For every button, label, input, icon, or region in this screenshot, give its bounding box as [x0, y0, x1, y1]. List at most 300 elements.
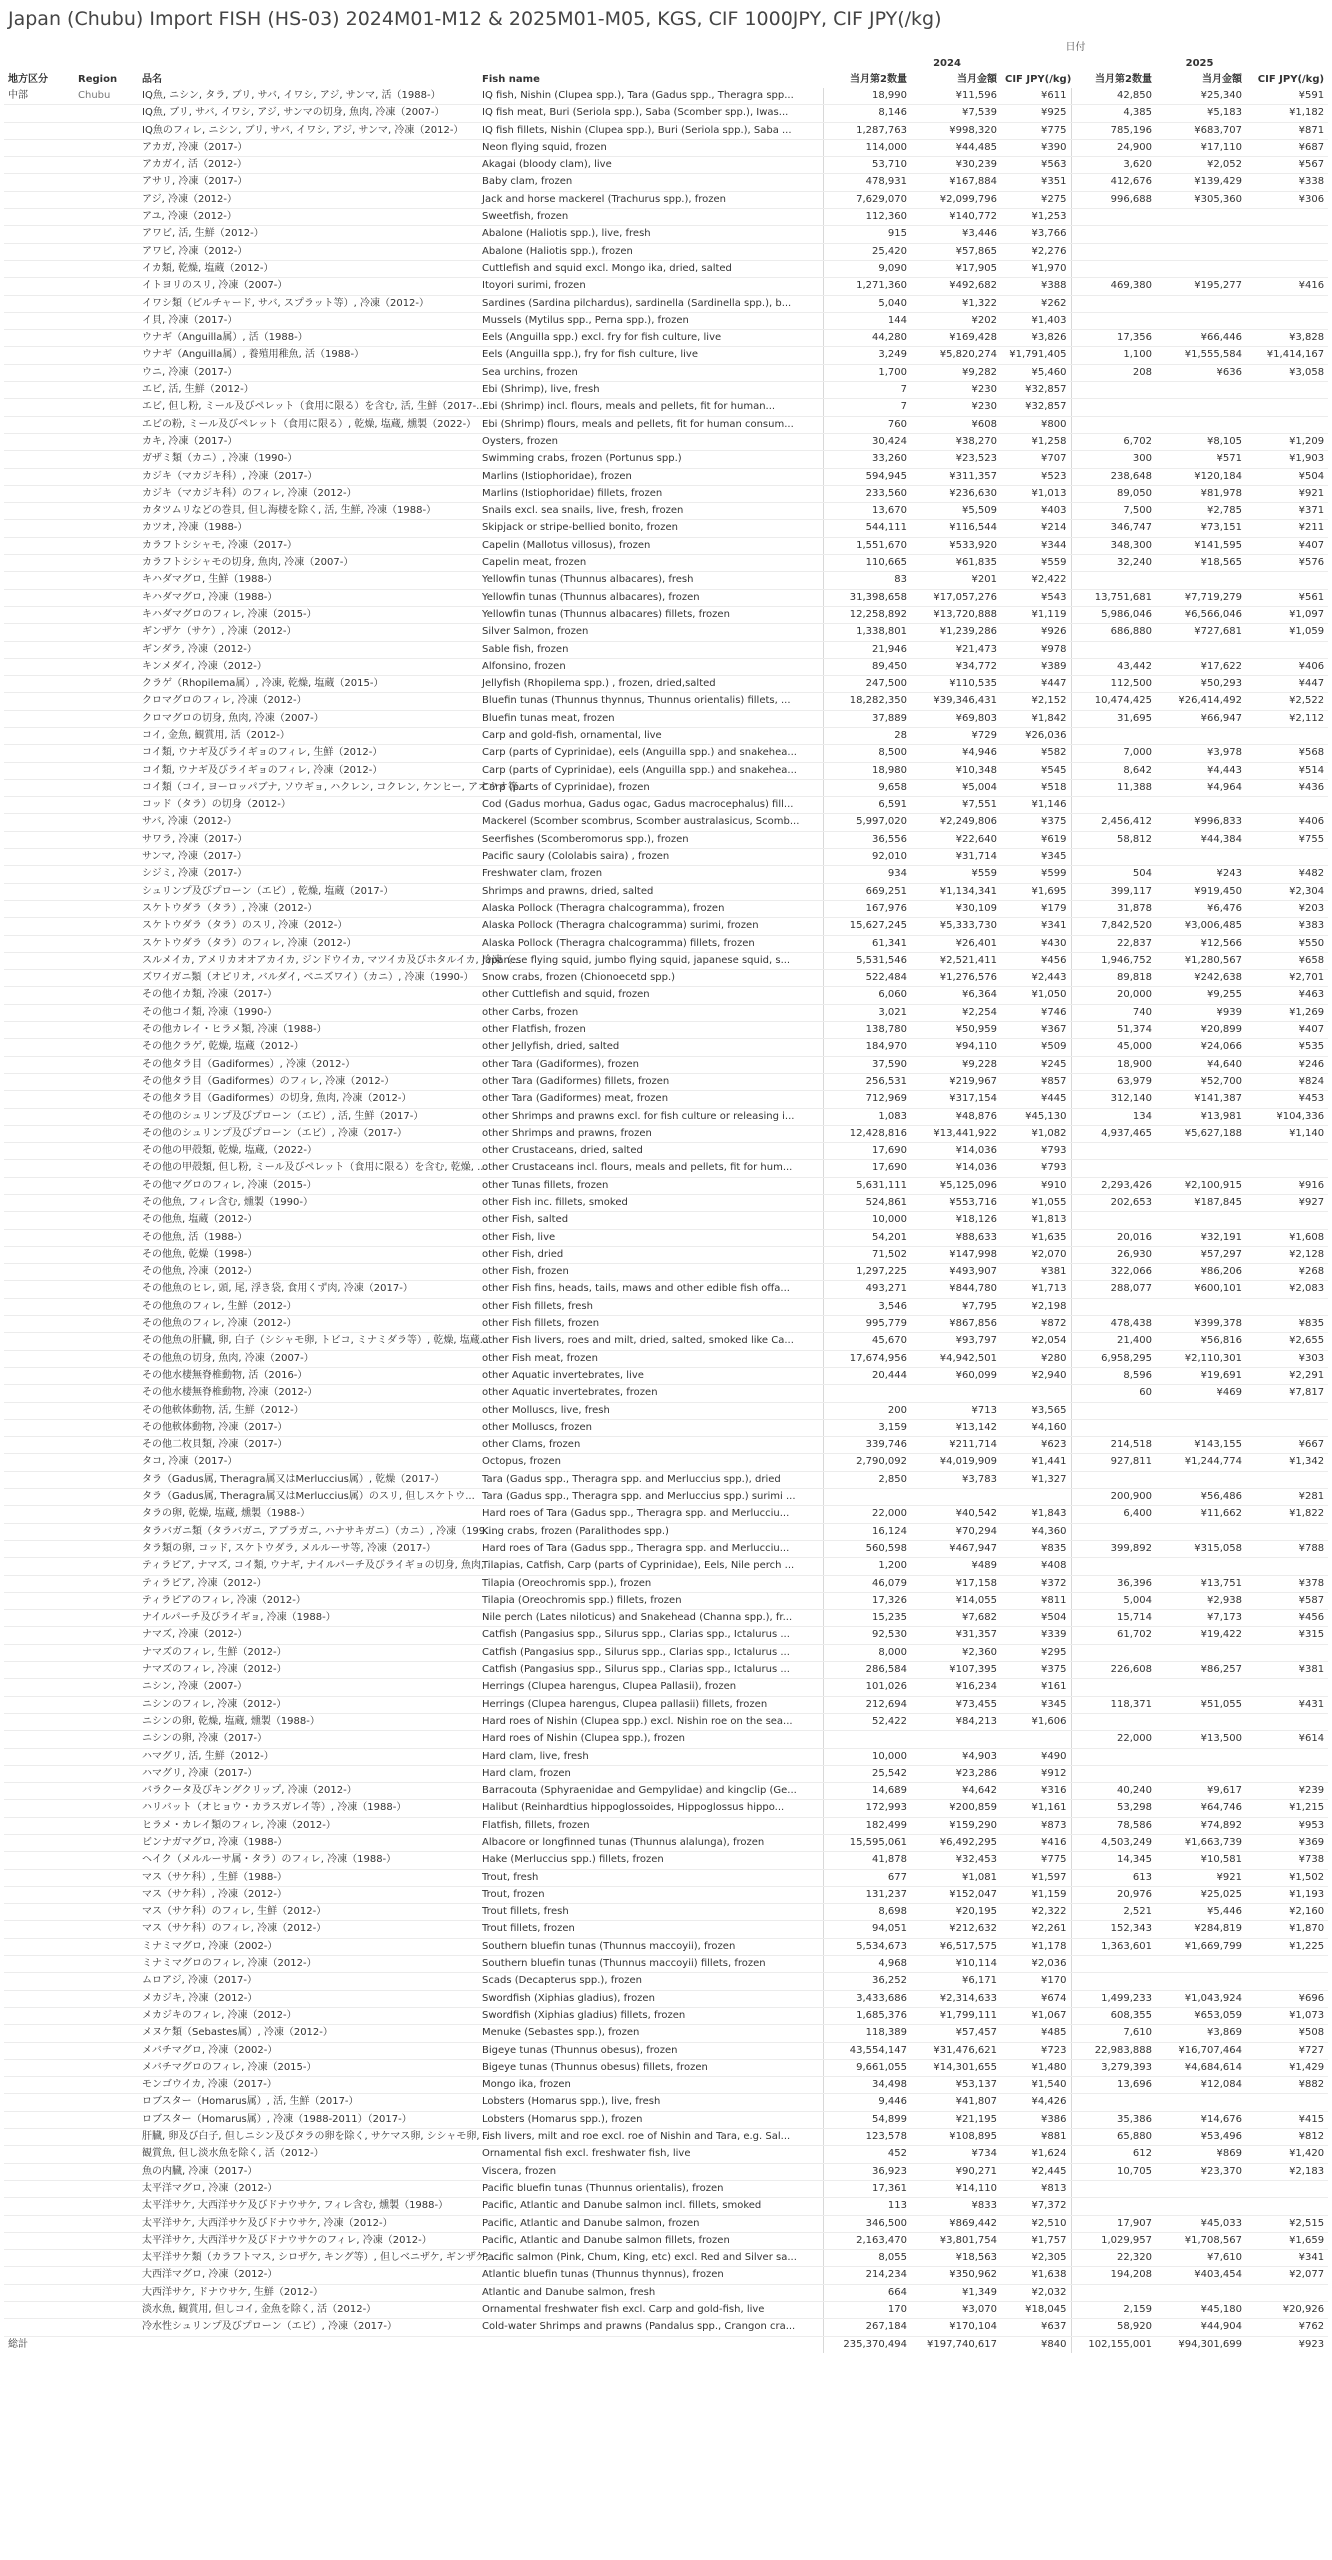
name-jp-cell: ニシン, 冷凍（2007-） — [138, 1679, 478, 1696]
amount-2025-cell: ¥869 — [1156, 2146, 1246, 2163]
amount-2024-cell: ¥2,314,633 — [911, 1990, 1001, 2007]
amount-2024-cell: ¥5,333,730 — [911, 918, 1001, 935]
amount-2025-cell: ¥81,978 — [1156, 485, 1246, 502]
amount-2025-cell: ¥399,378 — [1156, 1316, 1246, 1333]
name-jp-cell: 大西洋マグロ, 冷凍（2012-） — [138, 2267, 478, 2284]
unit-price-2025-cell: ¥2,128 — [1246, 1246, 1328, 1263]
unit-price-2025-cell: ¥2,112 — [1246, 710, 1328, 727]
unit-price-2024-cell — [1001, 1489, 1071, 1506]
amount-2025-cell — [1156, 1956, 1246, 1973]
name-jp-cell: ティラピア, ナマズ, コイ類, ウナギ, ナイルパーチ及びライギョの切身, 魚肉, ... — [138, 1558, 478, 1575]
name-en-cell: Atlantic bluefin tunas (Thunnus thynnus), frozen — [478, 2267, 823, 2284]
amount-2025-cell: ¥5,627,188 — [1156, 1125, 1246, 1142]
unit-price-2024-cell: ¥1,067 — [1001, 2007, 1071, 2024]
amount-2024-cell: ¥1,322 — [911, 295, 1001, 312]
name-jp-cell: その他イカ類, 冷凍（2017-） — [138, 987, 478, 1004]
amount-2024-cell: ¥236,630 — [911, 485, 1001, 502]
col-header-region-en[interactable]: Region — [78, 74, 118, 85]
amount-2025-cell: ¥683,707 — [1156, 122, 1246, 139]
amount-2024-cell: ¥5,004 — [911, 779, 1001, 796]
unit-price-2025-cell — [1246, 1419, 1328, 1436]
region-en-cell — [74, 157, 138, 174]
name-jp-cell: アサリ, 冷凍（2017-） — [138, 174, 478, 191]
name-en-cell: Catfish (Pangasius spp., Silurus spp., Clarias spp., Ictalurus ... — [478, 1644, 823, 1661]
qty-2025-cell — [1071, 260, 1156, 277]
amount-2024-cell: ¥608 — [911, 416, 1001, 433]
unit-price-2025-cell — [1246, 797, 1328, 814]
name-en-cell: other Crustaceans incl. flours, meals and pellets, fit for hum... — [478, 1160, 823, 1177]
table-row — [4, 347, 1328, 364]
qty-2024-cell: 669,251 — [823, 883, 911, 900]
amount-2024-cell: ¥31,357 — [911, 1627, 1001, 1644]
qty-2024-cell: 37,889 — [823, 710, 911, 727]
region-en-cell — [74, 209, 138, 226]
amount-2025-cell: ¥1,663,739 — [1156, 1834, 1246, 1851]
unit-price-2024-cell: ¥179 — [1001, 900, 1071, 917]
name-jp-cell: イカ類, 乾燥, 塩蔵（2012-） — [138, 260, 478, 277]
region-cell — [4, 382, 74, 399]
qty-2025-cell: 134 — [1071, 1108, 1156, 1125]
header-row-columns — [4, 72, 1328, 88]
amount-2024-cell: ¥88,633 — [911, 1229, 1001, 1246]
region-en-cell — [74, 1575, 138, 1592]
name-jp-cell: スケトウダラ（タラ）のフィレ, 冷凍（2012-） — [138, 935, 478, 952]
amount-2025-cell — [1156, 641, 1246, 658]
name-jp-cell: アカガ, 冷凍（2017-） — [138, 139, 478, 156]
name-jp-cell: カラフトシシャモの切身, 魚肉, 冷凍（2007-） — [138, 555, 478, 572]
name-en-cell: other Tara (Gadiformes) meat, frozen — [478, 1091, 823, 1108]
name-jp-cell: ギンダラ, 冷凍（2012-） — [138, 641, 478, 658]
qty-2025-cell: 7,610 — [1071, 2025, 1156, 2042]
amount-2025-cell — [1156, 1748, 1246, 1765]
region-en-cell — [74, 2180, 138, 2197]
amount-2025-cell: ¥12,084 — [1156, 2077, 1246, 2094]
unit-price-2025-cell: ¥567 — [1246, 157, 1328, 174]
qty-2025-cell: 214,518 — [1071, 1437, 1156, 1454]
name-en-cell: Sweetfish, frozen — [478, 209, 823, 226]
amount-2024-cell: ¥350,962 — [911, 2267, 1001, 2284]
name-jp-cell: その他軟体動物, 冷凍（2017-） — [138, 1419, 478, 1436]
region-cell — [4, 537, 74, 554]
qty-2025-cell — [1071, 1212, 1156, 1229]
name-en-cell: Cod (Gadus morhua, Gadus ogac, Gadus macrocephalus) fill... — [478, 797, 823, 814]
amount-2025-cell: ¥2,052 — [1156, 157, 1246, 174]
qty-2025-cell: 2,521 — [1071, 1904, 1156, 1921]
unit-price-2025-cell — [1246, 295, 1328, 312]
region-cell — [4, 2232, 74, 2249]
table-row — [4, 2198, 1328, 2215]
amount-2025-cell: ¥403,454 — [1156, 2267, 1246, 2284]
amount-2025-cell: ¥51,055 — [1156, 1696, 1246, 1713]
qty-2024-cell: 15,627,245 — [823, 918, 911, 935]
region-cell — [4, 710, 74, 727]
unit-price-2024-cell: ¥4,160 — [1001, 1419, 1071, 1436]
name-en-cell: Ornamental fish excl. freshwater fish, live — [478, 2146, 823, 2163]
amount-2025-cell: ¥57,297 — [1156, 1246, 1246, 1263]
qty-2024-cell: 138,780 — [823, 1022, 911, 1039]
qty-2024-cell: 524,861 — [823, 1195, 911, 1212]
unit-price-2025-cell: ¥2,083 — [1246, 1281, 1328, 1298]
qty-2024-cell: 3,021 — [823, 1004, 911, 1021]
qty-2024-cell: 9,658 — [823, 779, 911, 796]
unit-price-2024-cell: ¥445 — [1001, 1091, 1071, 1108]
unit-price-2024-cell: ¥1,055 — [1001, 1195, 1071, 1212]
name-jp-cell: ガザミ類（カニ）, 冷凍（1990-） — [138, 451, 478, 468]
region-en-cell — [74, 2077, 138, 2094]
amount-2025-cell — [1156, 1402, 1246, 1419]
col-header-amt-2025[interactable]: 当月金額 — [1202, 74, 1242, 85]
table-row — [4, 1627, 1328, 1644]
region-en-cell — [74, 1333, 138, 1350]
amount-2025-cell — [1156, 1713, 1246, 1730]
unit-price-2025-cell: ¥3,058 — [1246, 364, 1328, 381]
name-en-cell: Sea urchins, frozen — [478, 364, 823, 381]
region-en-cell — [74, 2302, 138, 2319]
table-row — [4, 1298, 1328, 1315]
name-en-cell: IQ fish, Nishin (Clupea spp.), Tara (Gadus spp., Theragra spp... — [478, 88, 823, 105]
name-jp-cell: スケトウダラ（タラ）のスリ, 冷凍（2012-） — [138, 918, 478, 935]
amount-2024-cell: ¥50,959 — [911, 1022, 1001, 1039]
region-cell — [4, 1627, 74, 1644]
region-cell — [4, 330, 74, 347]
qty-2024-cell: 1,700 — [823, 364, 911, 381]
region-en-cell — [74, 105, 138, 122]
name-jp-cell: バラクータ及びキングクリップ, 冷凍（2012-） — [138, 1783, 478, 1800]
amount-2024-cell: ¥23,286 — [911, 1765, 1001, 1782]
region-en-cell — [74, 2059, 138, 2076]
name-en-cell: Alaska Pollock (Theragra chalcogramma) fillets, frozen — [478, 935, 823, 952]
region-cell — [4, 866, 74, 883]
qty-2024-cell: 10,000 — [823, 1212, 911, 1229]
name-jp-cell: その他水棲無脊椎動物, 冷凍（2012-） — [138, 1385, 478, 1402]
qty-2025-cell: 60 — [1071, 1385, 1156, 1402]
region-en-cell: Chubu — [74, 88, 138, 105]
unit-price-2024-cell: ¥3,766 — [1001, 226, 1071, 243]
unit-price-2024-cell: ¥3,565 — [1001, 1402, 1071, 1419]
amount-2025-cell — [1156, 1679, 1246, 1696]
amount-2025-cell: ¥4,443 — [1156, 762, 1246, 779]
name-en-cell: Barracouta (Sphyraenidae and Gempylidae) and kingclip (Ge... — [478, 1783, 823, 1800]
qty-2025-cell: 35,386 — [1071, 2111, 1156, 2128]
qty-2025-cell: 5,004 — [1071, 1592, 1156, 1609]
amount-2024-cell: ¥14,036 — [911, 1143, 1001, 1160]
amount-2025-cell: ¥86,257 — [1156, 1662, 1246, 1679]
name-en-cell: Alaska Pollock (Theragra chalcogramma) surimi, frozen — [478, 918, 823, 935]
amount-2025-cell: ¥16,707,464 — [1156, 2042, 1246, 2059]
unit-price-2025-cell: ¥667 — [1246, 1437, 1328, 1454]
region-cell — [4, 468, 74, 485]
table-row — [4, 797, 1328, 814]
unit-price-2024-cell: ¥375 — [1001, 1662, 1071, 1679]
name-en-cell: Bigeye tunas (Thunnus obesus) fillets, frozen — [478, 2059, 823, 2076]
unit-price-2025-cell: ¥20,926 — [1246, 2302, 1328, 2319]
region-cell — [4, 2146, 74, 2163]
qty-2024-cell: 233,560 — [823, 485, 911, 502]
name-en-cell: Mackerel (Scomber scombrus, Scomber australasicus, Scomb... — [478, 814, 823, 831]
qty-2024-cell: 212,694 — [823, 1696, 911, 1713]
name-jp-cell: ギンザケ（サケ）, 冷凍（2012-） — [138, 624, 478, 641]
region-cell — [4, 1731, 74, 1748]
unit-price-2025-cell: ¥2,291 — [1246, 1367, 1328, 1384]
amount-2024-cell: ¥201 — [911, 572, 1001, 589]
name-en-cell: Capelin (Mallotus villosus), frozen — [478, 537, 823, 554]
amount-2024-cell: ¥17,057,276 — [911, 589, 1001, 606]
name-jp-cell: その他の甲殻類, 乾燥, 塩蔵,（2022-） — [138, 1143, 478, 1160]
name-en-cell: other Fish inc. fillets, smoked — [478, 1195, 823, 1212]
col-header-unit-2024[interactable]: CIF JPY(/kg) — [1005, 74, 1072, 85]
name-jp-cell: タコ, 冷凍（2017-） — [138, 1454, 478, 1471]
unit-price-2024-cell: ¥1,441 — [1001, 1454, 1071, 1471]
qty-2024-cell: 712,969 — [823, 1091, 911, 1108]
name-en-cell: Halibut (Reinhardtius hippoglossoides, Hippoglossus hippo... — [478, 1800, 823, 1817]
region-cell — [4, 658, 74, 675]
unit-price-2024-cell: ¥1,258 — [1001, 433, 1071, 450]
qty-2025-cell: 51,374 — [1071, 1022, 1156, 1039]
table-row — [4, 814, 1328, 831]
region-en-cell — [74, 1177, 138, 1194]
unit-price-2024-cell: ¥2,510 — [1001, 2215, 1071, 2232]
name-en-cell: other Tunas fillets, frozen — [478, 1177, 823, 1194]
table-row — [4, 849, 1328, 866]
qty-2025-cell: 20,000 — [1071, 987, 1156, 1004]
region-cell — [4, 1956, 74, 1973]
table-row — [4, 1506, 1328, 1523]
unit-price-2024-cell: ¥4,360 — [1001, 1523, 1071, 1540]
name-en-cell: Swordfish (Xiphias gladius) fillets, frozen — [478, 2007, 823, 2024]
name-en-cell: Catfish (Pangasius spp., Silurus spp., Clarias spp., Ictalurus ... — [478, 1662, 823, 1679]
unit-price-2024-cell: ¥775 — [1001, 122, 1071, 139]
col-header-qty-2025[interactable]: 当月第2数量 — [1095, 74, 1152, 85]
region-en-cell — [74, 1367, 138, 1384]
region-cell — [4, 676, 74, 693]
amount-2024-cell: ¥1,276,576 — [911, 970, 1001, 987]
unit-price-2025-cell: ¥431 — [1246, 1696, 1328, 1713]
amount-2024-cell: ¥219,967 — [911, 1073, 1001, 1090]
qty-2024-cell: 6,591 — [823, 797, 911, 814]
table-row — [4, 1385, 1328, 1402]
amount-2025-cell — [1156, 1298, 1246, 1315]
unit-price-2024-cell: ¥1,082 — [1001, 1125, 1071, 1142]
region-cell — [4, 1679, 74, 1696]
unit-price-2025-cell — [1246, 399, 1328, 416]
region-cell — [4, 589, 74, 606]
qty-2025-cell: 686,880 — [1071, 624, 1156, 641]
region-cell — [4, 1022, 74, 1039]
name-en-cell: Hard roes of Nishin (Clupea spp.) excl. Nishin roe on the sea... — [478, 1713, 823, 1730]
amount-2025-cell: ¥13,751 — [1156, 1575, 1246, 1592]
qty-2025-cell: 18,900 — [1071, 1056, 1156, 1073]
region-en-cell — [74, 2025, 138, 2042]
amount-2025-cell: ¥12,566 — [1156, 935, 1246, 952]
unit-price-2024-cell: ¥389 — [1001, 658, 1071, 675]
region-en-cell — [74, 831, 138, 848]
col-header-region[interactable]: 地方区分 — [8, 74, 48, 85]
region-cell — [4, 900, 74, 917]
qty-2024-cell: 4,968 — [823, 1956, 911, 1973]
qty-2024-cell: 52,422 — [823, 1713, 911, 1730]
table-row — [4, 122, 1328, 139]
qty-2025-cell: 20,976 — [1071, 1886, 1156, 1903]
region-cell — [4, 1091, 74, 1108]
region-cell — [4, 174, 74, 191]
name-en-cell: Shrimps and prawns, dried, salted — [478, 883, 823, 900]
qty-2024-cell: 256,531 — [823, 1073, 911, 1090]
table-row — [4, 1696, 1328, 1713]
name-en-cell: Herrings (Clupea harengus, Clupea Pallasii), frozen — [478, 1679, 823, 1696]
region-cell — [4, 416, 74, 433]
name-en-cell: Swordfish (Xiphias gladius), frozen — [478, 1990, 823, 2007]
region-cell — [4, 693, 74, 710]
qty-2025-cell: 346,747 — [1071, 520, 1156, 537]
year-2024-header: 2024 — [933, 58, 961, 69]
region-cell — [4, 1229, 74, 1246]
unit-price-2025-cell: ¥591 — [1246, 88, 1328, 105]
amount-2024-cell: ¥34,772 — [911, 658, 1001, 675]
col-header-unit-2025[interactable]: CIF JPY(/kg) — [1257, 74, 1325, 85]
qty-2024-cell: 1,083 — [823, 1108, 911, 1125]
qty-2025-cell: 2,293,426 — [1071, 1177, 1156, 1194]
qty-2025-cell: 399,117 — [1071, 883, 1156, 900]
region-en-cell — [74, 1004, 138, 1021]
region-en-cell — [74, 2042, 138, 2059]
amount-2025-cell — [1156, 1523, 1246, 1540]
region-cell — [4, 1869, 74, 1886]
empty-cell — [478, 2336, 823, 2353]
unit-price-2024-cell: ¥390 — [1001, 139, 1071, 156]
name-en-cell: Catfish (Pangasius spp., Silurus spp., Clarias spp., Ictalurus ... — [478, 1627, 823, 1644]
unit-price-2024-cell: ¥4,426 — [1001, 2094, 1071, 2111]
name-jp-cell: スルメイカ, アメリカオオアカイカ, ジンドウイカ, マツイカ及びホタルイカ, 冷凍（... — [138, 952, 478, 969]
qty-2024-cell: 8,146 — [823, 105, 911, 122]
table-row — [4, 606, 1328, 623]
amount-2024-cell: ¥61,835 — [911, 555, 1001, 572]
region-cell — [4, 1367, 74, 1384]
col-header-name-en[interactable]: Fish name — [482, 74, 540, 85]
table-row — [4, 2129, 1328, 2146]
qty-2024-cell: 110,665 — [823, 555, 911, 572]
region-cell — [4, 1333, 74, 1350]
region-en-cell — [74, 1385, 138, 1402]
qty-2024-cell: 760 — [823, 416, 911, 433]
unit-price-2024-cell: ¥1,540 — [1001, 2077, 1071, 2094]
region-en-cell — [74, 1073, 138, 1090]
name-en-cell: other Fish livers, roes and milt, dried, salted, smoked like Ca... — [478, 1333, 823, 1350]
qty-2025-cell: 22,000 — [1071, 1731, 1156, 1748]
unit-price-2025-cell: ¥508 — [1246, 2025, 1328, 2042]
qty-2025-cell: 20,016 — [1071, 1229, 1156, 1246]
table-row — [4, 555, 1328, 572]
qty-2025-cell: 78,586 — [1071, 1817, 1156, 1834]
amount-2024-cell: ¥5,509 — [911, 503, 1001, 520]
qty-2025-cell — [1071, 1558, 1156, 1575]
amount-2025-cell: ¥7,173 — [1156, 1610, 1246, 1627]
amount-2025-cell: ¥1,043,924 — [1156, 1990, 1246, 2007]
unit-price-2025-cell: ¥211 — [1246, 520, 1328, 537]
table-row — [4, 883, 1328, 900]
unit-price-2024-cell: ¥1,253 — [1001, 209, 1071, 226]
qty-2025-cell — [1071, 1402, 1156, 1419]
unit-price-2024-cell: ¥245 — [1001, 1056, 1071, 1073]
name-en-cell: other Fish, dried — [478, 1246, 823, 1263]
unit-price-2025-cell — [1246, 1471, 1328, 1488]
unit-price-2025-cell: ¥315 — [1246, 1627, 1328, 1644]
region-en-cell — [74, 1143, 138, 1160]
amount-2024-cell: ¥57,457 — [911, 2025, 1001, 2042]
name-jp-cell: カラフトシシャモ, 冷凍（2017-） — [138, 537, 478, 554]
qty-2024-cell: 1,297,225 — [823, 1264, 911, 1281]
name-en-cell: Mussels (Mytilus spp., Perna spp.), frozen — [478, 312, 823, 329]
name-jp-cell: 太平洋サケ類（カラフトマス, シロザケ, キング等）, 但しベニザケ, ギンザケ, ... — [138, 2250, 478, 2267]
name-en-cell: Eels (Anguilla spp.) excl. fry for fish culture, live — [478, 330, 823, 347]
name-jp-cell: カジキ（マカジキ科）のフィレ, 冷凍（2012-） — [138, 485, 478, 502]
region-cell — [4, 1938, 74, 1955]
name-en-cell: Oysters, frozen — [478, 433, 823, 450]
name-jp-cell: コッド（タラ）の切身（2012-） — [138, 797, 478, 814]
qty-2025-cell: 43,442 — [1071, 658, 1156, 675]
amount-2025-cell: ¥139,429 — [1156, 174, 1246, 191]
region-cell — [4, 347, 74, 364]
amount-2025-cell: ¥18,565 — [1156, 555, 1246, 572]
name-en-cell: Mongo ika, frozen — [478, 2077, 823, 2094]
region-cell — [4, 1212, 74, 1229]
qty-2025-cell: 4,937,465 — [1071, 1125, 1156, 1142]
unit-price-2025-cell: ¥550 — [1246, 935, 1328, 952]
name-jp-cell: タラの卵, 乾燥, 塩蔵, 燻製（1988-） — [138, 1506, 478, 1523]
unit-price-2024-cell: ¥456 — [1001, 952, 1071, 969]
name-jp-cell: モンゴウイカ, 冷凍（2017-） — [138, 2077, 478, 2094]
amount-2024-cell: ¥108,895 — [911, 2129, 1001, 2146]
unit-price-2025-cell: ¥447 — [1246, 676, 1328, 693]
table-row — [4, 105, 1328, 122]
qty-2024-cell: 200 — [823, 1402, 911, 1419]
amount-2025-cell — [1156, 1471, 1246, 1488]
name-en-cell: Octopus, frozen — [478, 1454, 823, 1471]
table-row — [4, 2232, 1328, 2249]
region-en-cell — [74, 520, 138, 537]
unit-price-2025-cell — [1246, 2180, 1328, 2197]
qty-2024-cell: 167,976 — [823, 900, 911, 917]
region-en-cell — [74, 1264, 138, 1281]
qty-2025-cell — [1071, 243, 1156, 260]
col-header-qty-2024[interactable]: 当月第2数量 — [850, 74, 907, 85]
qty-2024-cell: 9,090 — [823, 260, 911, 277]
unit-price-2025-cell: ¥1,420 — [1246, 2146, 1328, 2163]
region-cell — [4, 157, 74, 174]
name-en-cell: other Tara (Gadiformes), frozen — [478, 1056, 823, 1073]
region-en-cell — [74, 226, 138, 243]
col-header-name-jp[interactable]: 品名 — [142, 74, 162, 85]
col-header-amt-2024[interactable]: 当月金額 — [957, 74, 997, 85]
amount-2024-cell: ¥3,783 — [911, 1471, 1001, 1488]
amount-2024-cell: ¥14,055 — [911, 1592, 1001, 1609]
amount-2025-cell: ¥56,486 — [1156, 1489, 1246, 1506]
amount-2025-cell — [1156, 209, 1246, 226]
qty-2025-cell: 21,400 — [1071, 1333, 1156, 1350]
qty-2025-cell — [1071, 1973, 1156, 1990]
table-row — [4, 451, 1328, 468]
amount-2024-cell — [911, 1385, 1001, 1402]
name-en-cell: other Aquatic invertebrates, live — [478, 1367, 823, 1384]
region-en-cell — [74, 1229, 138, 1246]
region-cell — [4, 1523, 74, 1540]
qty-2025-cell — [1071, 416, 1156, 433]
unit-price-2024-cell: ¥1,624 — [1001, 2146, 1071, 2163]
name-jp-cell: クラゲ（Rhopilema属）, 冷凍, 乾燥, 塩蔵（2015-） — [138, 676, 478, 693]
data-table — [4, 40, 1328, 2353]
region-cell — [4, 1973, 74, 1990]
region-cell — [4, 1419, 74, 1436]
region-en-cell — [74, 1056, 138, 1073]
